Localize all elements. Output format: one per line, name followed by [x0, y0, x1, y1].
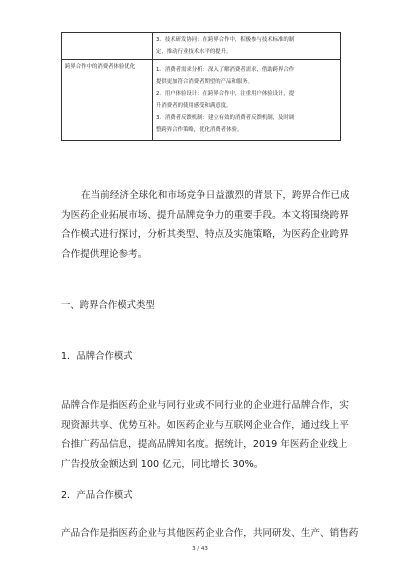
cell-line: 提供更加符合消费者期望的产品和服务。 — [156, 79, 254, 85]
table-cell-content — [153, 33, 341, 60]
table-row — [62, 33, 341, 60]
product-cooperation-paragraph — [61, 524, 359, 544]
text-line: 现资源共享、优势互补。如医药企业与互联网企业合作，通过线上平 — [61, 419, 349, 431]
cell-line: 2．用户体验设计：在跨界合作中，注重用户体验设计，提 — [156, 91, 295, 97]
cell-line: 整跨界合作策略，优化消费者体验。 — [156, 127, 243, 133]
table-cell-empty — [62, 33, 153, 60]
table-cell-content — [153, 60, 341, 141]
cell-line: 定，推动行业技术水平的提升。 — [156, 49, 232, 55]
table-cell-label: 跨界合作中的消费者体验优化 — [62, 60, 153, 141]
cell-line: 1．消费者需求分析：深入了解消费者需求，借助跨界合作 — [156, 67, 295, 73]
cell-line: 3．消费者反馈机制：建立有效的消费者反馈机制，及时调 — [156, 115, 295, 121]
intro-paragraph — [61, 186, 350, 264]
content-table — [61, 32, 341, 141]
page-number: 3 / 43 — [192, 546, 208, 552]
cell-line: 3．技术研发协同：在跨界合作中，积极参与技术标准的制 — [156, 37, 295, 43]
cell-line: 升消费者的使用感受和满意度。 — [156, 103, 232, 109]
text-line: 合作提供理论参考。 — [61, 248, 148, 260]
brand-cooperation-paragraph — [61, 396, 349, 474]
text-line: 广告投放金额达到 100 亿元，同比增长 30%。 — [61, 458, 264, 470]
text-line: 为医药企业拓展市场、提升品牌竞争力的重要手段。本文将围绕跨界 — [61, 209, 349, 221]
section-heading: 一、跨界合作模式类型 — [61, 300, 155, 311]
text-line: 在当前经济全球化和市场竞争日益激烈的背景下，跨界合作已成 — [81, 190, 350, 201]
text-line: 台推广药品信息，提高品牌知名度。据统计，2019 年医药企业线上 — [61, 439, 348, 450]
subsection-heading: 2．产品合作模式 — [61, 490, 133, 501]
subsection-heading: 1．品牌合作模式 — [61, 351, 133, 362]
text-line: 产品合作是指医药企业与其他医药企业合作，共同研发、生产、销售药 — [61, 528, 359, 539]
text-line: 品牌合作是指医药企业与同行业或不同行业的企业进行品牌合作，实 — [61, 400, 349, 411]
table-row — [62, 60, 341, 141]
text-line: 合作模式进行探讨，分析其类型、特点及实施策略，为医药企业跨界 — [61, 229, 349, 240]
